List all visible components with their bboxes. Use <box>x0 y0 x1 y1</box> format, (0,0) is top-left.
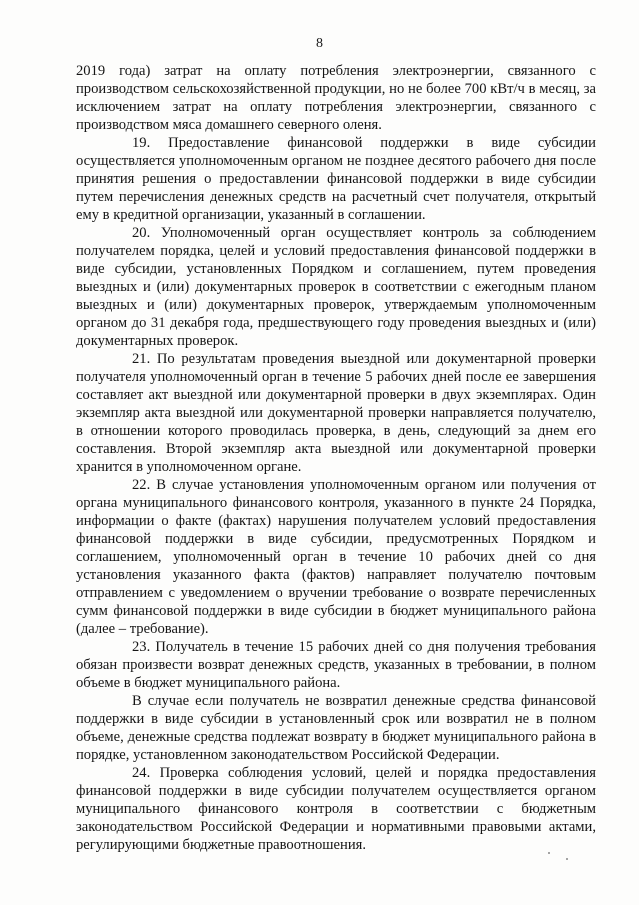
paragraph-24: 24. Проверка соблюдения условий, целей и порядка предоставления финансовой поддержки в виде субсидии получателем осуществляется органом муниципального финансового контроля в соответствии с бюджетным законодательством Российской Федерации и нормативными правовыми актами, регулирующими бюджетные правоотношения. <box>76 765 596 853</box>
page-number: 8 <box>316 36 323 51</box>
paragraph-19: 19. Предоставление финансовой поддержки в виде субсидии осуществляется уполномоченным органом не позднее десятого рабочего дня после принятия решения о предоставлении финансовой поддержки в виде субсидии путем перечисления денежных средств на расчетный счет получателя, открытый ему в кредитной организации, указанный в соглашении. <box>76 135 596 223</box>
paragraph-continuation: 2019 года) затрат на оплату потребления электроэнергии, связанного с производством сельскохозяйственной продукции, но не более 700 кВт/ч в месяц, за исключением затрат на оплату потребления электроэнергии, связанного с производством мяса домашнего северного оленя. <box>76 63 596 133</box>
paragraph-20: 20. Уполномоченный орган осуществляет контроль за соблюдением получателем порядка, целей и условий предоставления финансовой поддержки в виде субсидии, установленных Порядком и соглашением, путем проведения выездных и (или) документарных проверок в соответствии с ежегодным планом выездных и (или) документарных проверок, утверждаемым уполномоченным органом до 31 декабря года, предшествующего году проведения выездных и (или) документарных проверок. <box>76 225 596 349</box>
paragraph-21: 21. По результатам проведения выездной или документарной проверки получателя уполномоченный орган в течение 5 рабочих дней после ее завершения составляет акт выездной или документарной проверки в двух экземплярах. Один экземпляр акта выездной или документарной проверки направляется получателю, в отношении которого проводилась проверка, в день, следующий за днем его составления. Второй экземпляр акта выездной или документарной проверки хранится в уполномоченном органе. <box>76 351 596 475</box>
paragraph-23: 23. Получатель в течение 15 рабочих дней со дня получения требования обязан произвести возврат денежных средств, указанных в требовании, в полном объеме в бюджет муниципального района. <box>76 639 596 691</box>
document-body <box>76 62 596 854</box>
scan-speck <box>548 852 550 854</box>
paragraph-22: 22. В случае установления уполномоченным органом или получения от органа муниципального финансового контроля, указанного в пункте 24 Порядка, информации о факте (фактах) нарушения получателем условий предоставления финансовой поддержки в виде субсидии, предусмотренных Порядком и соглашением, уполномоченный орган в течение 10 рабочих дней со дня установления указанного факта (фактов) направляет получателю почтовым отправлением с уведомлением о вручении требование о возврате перечисленных сумм финансовой поддержки в виде субсидии в бюджет муниципального района (далее – требование). <box>76 477 596 637</box>
scan-speck <box>566 858 568 860</box>
paragraph-23-continued: В случае если получатель не возвратил денежные средства финансовой поддержки в виде субсидии в установленный срок или возвратил не в полном объеме, денежные средства подлежат возврату в бюджет муниципального района в порядке, установленном законодательством Российской Федерации. <box>76 693 596 763</box>
